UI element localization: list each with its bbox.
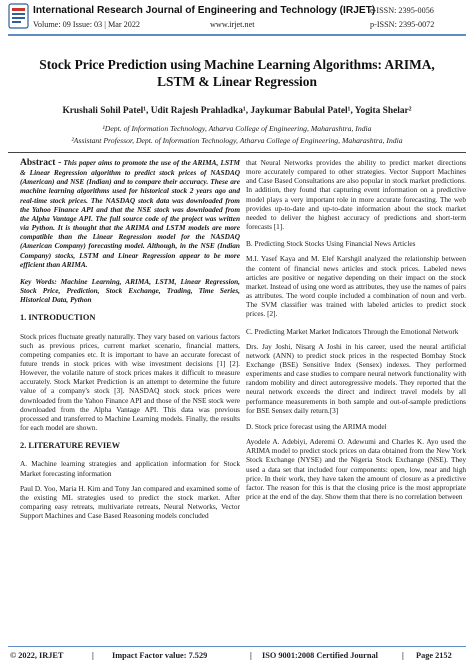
subsection-d-heading: D. Stock price forecast using the ARIMA model [246,421,387,431]
subsection-a-text: Paul D. Yoo, Maria H. Kim and Tony Jan compared and examined some of the existing ML strategies used to predict the stock market. After comparing easy retreats, multivariate retreats, Neural Networks, Vector Support Machines and Case Based Reasoning models concluded [20,483,240,521]
paper-title-line-2: LSTM & Linear Regression [157,74,317,89]
paper-title-line-1: Stock Price Prediction using Machine Learning Algorithms: ARIMA, [39,57,435,72]
footer-impact-factor: Impact Factor value: 7.529 [112,651,208,660]
paper-title [0,56,474,90]
subsection-c-text: Drs. Jay Joshi, Nisarg A Joshi in his career, used the neural artificial network (ANN) to predict stock prices in the respected Bombay Stock Exchange (BSE) Sensitive Index (Sensex) indexes. They performed experiments and case studies to compare neural network functionality with random mobility and direct autoregressive models. They reported that the neural network exceeds the direct and indirect travel models by all performance measurements in both sample and out-of-sample predictions for BSE Sensex daily return.[3] [246,341,466,415]
subsection-d-text: Ayodele A. Adebiyi, Aderemi O. Adewumi and Charles K. Ayo used the ARIMA model to predict stock prices on data obtained from the New York Stock Exchange (NYSE) and the Nigeria Stock Exchange (NSE). They used a data set that included four components: open, low, near and high price. In their work, they have taken the amount of closure as a predictive factor. The reason for this is that the closing price is the most appropriate price at the end of the day. Show them that there is no correlation between [246,437,466,501]
right-column [246,158,466,501]
abstract-divider [8,152,466,153]
p-issn: p-ISSN: 2395-0072 [370,20,435,29]
e-issn: e-ISSN: 2395-0056 [370,6,434,15]
keywords: Key Words: Machine Learning, ARIMA, LSTM, Linear Regression, Stock Price, Prediction, Stock Exchange, Trading, Time Series, Historical Data, Python [20,276,240,305]
left-column [20,158,240,520]
affiliation-1: ¹Dept. of Information Technology, Atharva College of Engineering, Maharashtra, India [102,124,372,133]
volume-issue: Volume: 09 Issue: 03 | Mar 2022 [33,20,141,29]
affiliation-2: ²Assistant Professor, Dept. of Information Technology, Atharva College of Engineering, Maharashtra, India [71,136,403,145]
subsection-b-heading: B. Predicting Stock Stocks Using Financial News Articles [246,239,416,249]
subsection-a-continued: that Neural Networks provides the ability to predict market directions more accurately compared to other strategies. Vector Support Machines and Case Based Consultations are also popular in stock market predictions. In addition, they found that capturing event information on a predictive model plays a very important role in more accurate forecasting. The web provides up-to-date and up-to-date information about the stock market needed to deliver the highest accuracy of predictions and short-term forecasts [1]. [246,158,466,232]
footer-separator-1: | [92,651,94,660]
introduction-heading: 1. INTRODUCTION [20,313,96,323]
subsection-a-heading: A. Machine learning strategies and application information for Stock Market forecasting information [20,459,240,478]
footer-separator-2: | [250,651,252,660]
irjet-logo-icon [8,3,29,29]
literature-review-heading: 2. LITERATURE REVIEW [20,441,121,451]
journal-header [0,0,474,44]
footer-iso-certification: ISO 9001:2008 Certified Journal [262,651,378,660]
journal-title: International Research Journal of Engineering and Technology (IRJET) [33,5,376,16]
abstract [20,158,240,269]
subsection-c-heading: C. Predicting Market Market Indicators Through the Emotional Network [246,326,459,336]
footer-divider [8,646,466,647]
abstract-label: Abstract - [20,158,62,168]
abstract-text: This paper aims to promote the use of the ARIMA, LSTM & Linear Regression algorithm to predict stock prices of NASDAQ (American) and NSE (Indian) and to compare their accuracy. These are machine learning algorithms used for historical stock 2 years ago and real-time stock prices. The NASDAQ stock data was downloaded from the Yahoo Finance API and that the NSE stock was downloaded from the Alpha Vantage API. The full source code of the project was written via Python. It is thought that the ARIMA and LSTM models are more compatible than the Linear Regression model for the NASDAQ (American Company) forecasting model. Although, in the NSE (Indian Company) stocks, LSTM and Linear Regression appear to be more efficient than ARIMA. [20,158,241,269]
journal-website-link[interactable]: www.irjet.net [210,20,255,29]
introduction-text: Stock prices fluctuate greatly naturally. They vary based on various factors such as previous prices, current market scenario, financial matters, competing companies etc. It is important to have an accurate forecast of future trends in stock prices with wise investment decisions [1] [2]. However, the volatile nature of stock prices makes it difficult to measure accurately. Stock Market Prediction is an attempt to determine the future value of a company's stock [3]. NASDAQ stock stock prices were downloaded from the Yahoo Finance API and those of the NSE stock were downloaded from the Alpha Vantage API. This data was previous processed and transferred to Machine Learning models. Finally, the results for each model are shown. [20,331,240,433]
subsection-b-text: M.I. Yasef Kaya and M. Elef Karshgil analyzed the relationship between the content of financial news articles and stock prices. Labeled news articles are positive or negative depending on their impact on the stock market. Instead of using one word as attributes, they use the names of pairs as attributes. The word couple included a combination of noun and verb. The SVM classifier was trained with labeled articles to predict stock prices. [2]. [246,254,466,319]
author-list: Krushali Sohil Patel¹, Udit Rajesh Prahladka¹, Jaykumar Babulal Patel¹, Yogita Shelar² [62,106,412,116]
footer-separator-3: | [402,651,404,660]
footer-copyright: © 2022, IRJET [10,651,64,660]
footer-page-number: Page 2152 [416,651,452,660]
header-divider [8,34,466,36]
